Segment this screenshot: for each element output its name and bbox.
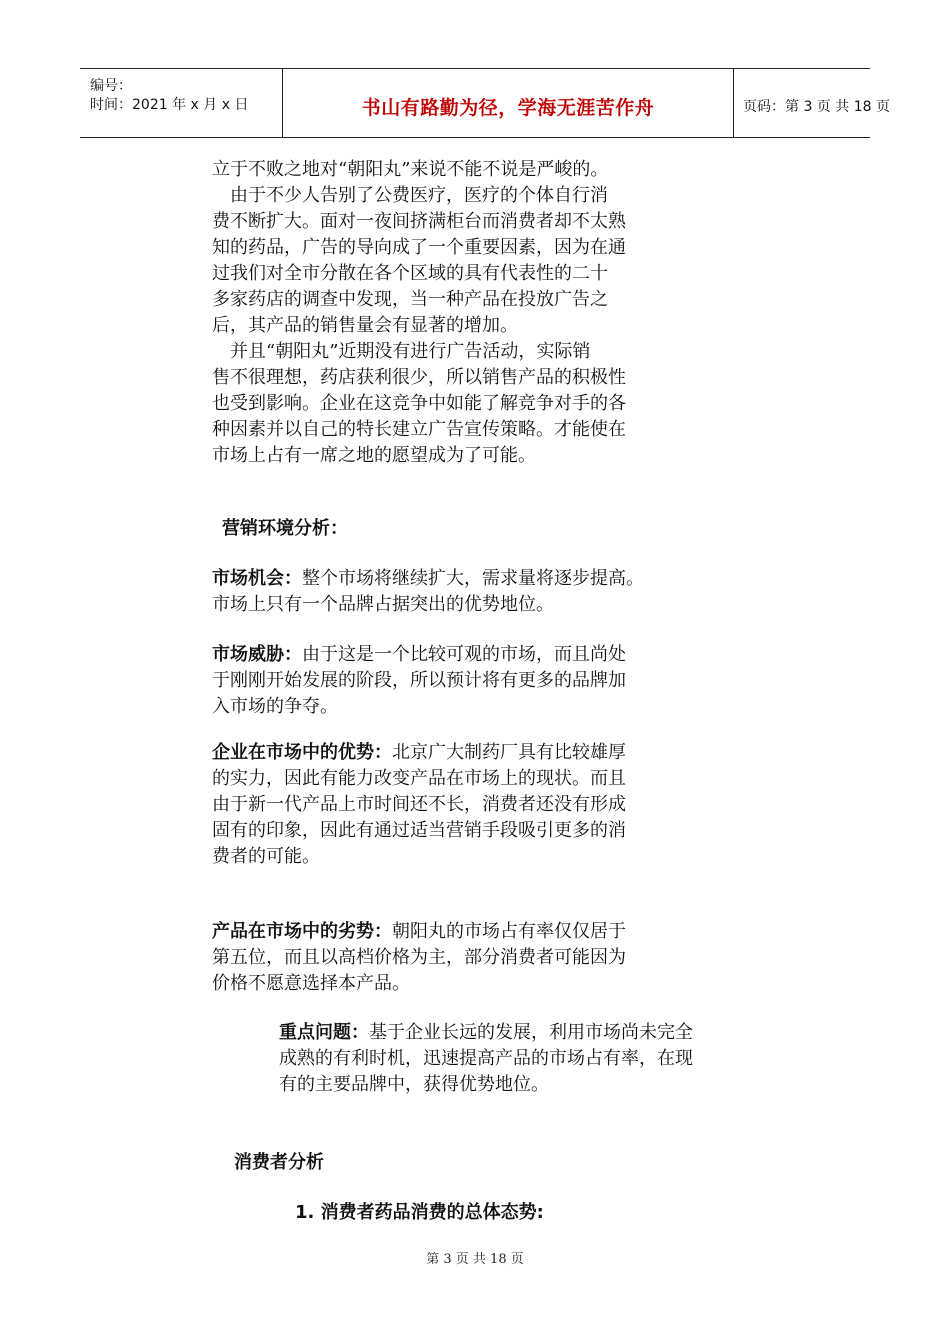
header-motto-cell (282, 69, 734, 137)
strength-label: 企业在市场中的优势： (212, 742, 392, 763)
market-threat (212, 642, 732, 720)
opportunity-text: 整个市场将继续扩大，需求量将逐步提高。 市场上只有一个品牌占据突出的优势地位。 (212, 568, 644, 615)
key-issue-label: 重点问题： (279, 1022, 369, 1043)
header-motto: 书山有路勤为径，学海无涯苦作舟 (361, 97, 655, 119)
header-page-info: 页码：第 3 页 共 18 页 (743, 99, 890, 115)
header-page-cell (733, 69, 890, 137)
marketing-heading: 营销环境分析： (222, 518, 348, 539)
intro-section (212, 157, 732, 469)
intro-paragraph-1: 立于不败之地对“朝阳丸”来说不能不说是严峻的。 (212, 159, 609, 180)
weakness-text: 朝阳丸的市场占有率仅仅居于 第五位，而且以高档价格为主，部分消费者可能因为 价格不愿意选择本产品。 (212, 921, 626, 994)
intro-paragraph-2: 由于不少人告别了公费医疗，医疗的个体自行消 费不断扩大。面对一夜间挤满柜台而消费者却不太熟 知的药品，广告的导向成了一个重要因素，因为在通 过我们对全市分散在各个区域的具有代表性的二十 多家药店的调查中发现，当一种产品在投放广告之 后，其产品的销售量会有显著的增加。 (212, 185, 626, 336)
consumer-subheading: 1. 消费者药品消费的总体态势: (295, 1202, 544, 1223)
key-issue-text: 基于企业长远的发展，利用市场尚未完全 成熟的有利时机，迅速提高产品的市场占有率，在现 有的主要品牌中，获得优势地位。 (279, 1022, 693, 1095)
strength-text: 北京广大制药厂具有比较雄厚 的实力，因此有能力改变产品在市场上的现状。而且 由于新一代产品上市时间还不长，消费者还没有形成 固有的印象，因此有通过适当营销手段吸引更多的消 费者的可能。 (212, 742, 626, 867)
threat-text: 由于这是一个比较可观的市场，而且尚处 于刚刚开始发展的阶段，所以预计将有更多的品牌加 入市场的争夺。 (212, 644, 626, 717)
document-header (80, 68, 890, 138)
weakness-label: 产品在市场中的劣势： (212, 921, 392, 942)
consumer-heading: 消费者分析 (234, 1152, 324, 1173)
threat-label: 市场威胁： (212, 644, 302, 665)
serial-label: 编号： (90, 78, 132, 94)
time-line: 时间：2021 年 x 月 x 日 (90, 97, 249, 113)
page-footer: 第 3 页 共 18 页 (426, 1252, 524, 1267)
product-weakness (212, 919, 732, 997)
header-meta-cell (80, 69, 282, 137)
company-strength (212, 740, 732, 870)
key-issue (279, 1020, 799, 1098)
opportunity-label: 市场机会： (212, 568, 302, 589)
intro-paragraph-3: 并且“朝阳丸”近期没有进行广告活动，实际销 售不很理想，药店获利很少，所以销售产品的积极性 也受到影响。企业在这竞争中如能了解竞争对手的各 种因素并以自己的特长建立广告宣传策略。才能使在 市场上占有一席之地的愿望成为了可能。 (212, 341, 626, 466)
market-opportunity (212, 566, 732, 618)
